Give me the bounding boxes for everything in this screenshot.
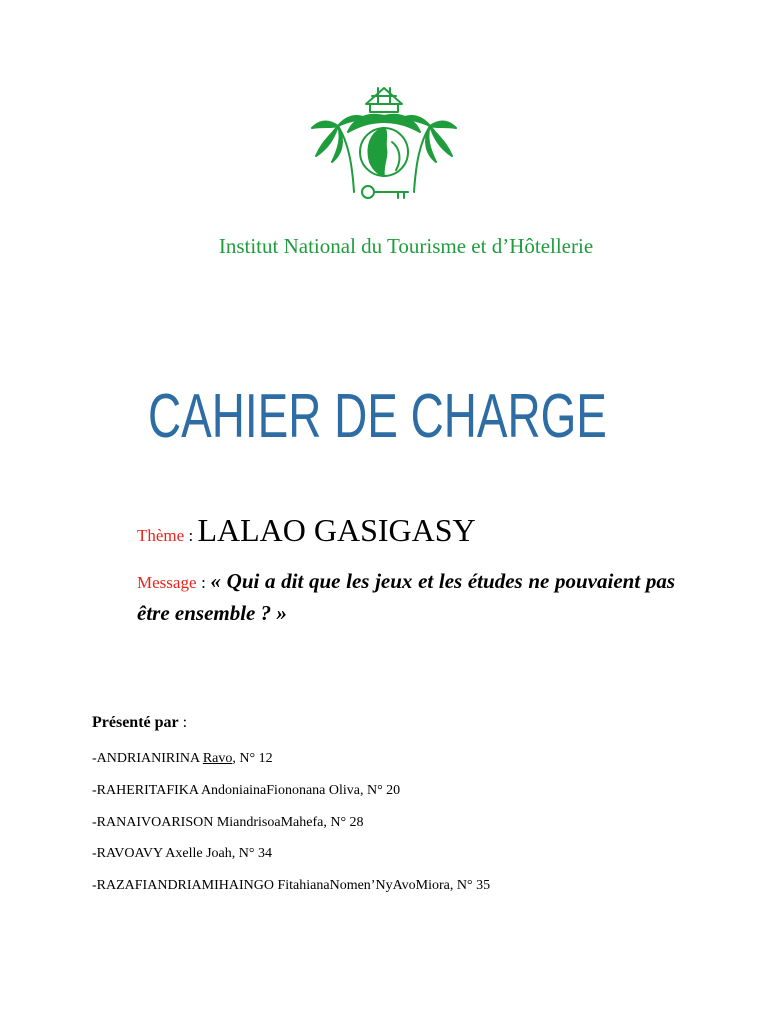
message-label: Message bbox=[137, 573, 197, 592]
list-item bbox=[92, 746, 490, 778]
list-item bbox=[92, 873, 490, 905]
theme-line bbox=[137, 512, 476, 549]
member-number: , N° 12 bbox=[232, 751, 273, 766]
member-name: -ANDRIANIRINA bbox=[92, 751, 203, 766]
theme-label: Thème bbox=[137, 526, 185, 545]
member-name: -RAVOAVY Axelle Joah, N° 34 bbox=[92, 846, 272, 862]
member-name-underlined: Ravo bbox=[202, 751, 233, 766]
theme-value: LALAO GASIGASY bbox=[197, 512, 476, 548]
institute-name: Institut National du Tourisme et d’Hôtellerie bbox=[218, 234, 594, 258]
message-separator: : bbox=[196, 573, 211, 592]
list-item bbox=[92, 841, 490, 873]
list-item bbox=[92, 810, 490, 842]
document-title: CAHIER DE CHARGE bbox=[148, 382, 607, 451]
presented-by-label: Présenté par bbox=[92, 714, 179, 731]
member-name: -RAZAFIANDRIAMIHAINGO FitahianaNomen’NyAvoMiora, N° 35 bbox=[92, 878, 491, 894]
presented-by-heading bbox=[92, 714, 187, 732]
member-list bbox=[92, 746, 490, 905]
message-block bbox=[137, 566, 675, 628]
member-number: ononana Oliva, N° 20 bbox=[277, 782, 401, 798]
presented-by-separator: : bbox=[178, 714, 188, 731]
message-text: « Qui a dit que les jeux et les études ne pouvaient pas être ensemble ? » bbox=[137, 569, 675, 625]
member-name: -RAHERITAFIKA AndoniainaFi bbox=[92, 782, 278, 798]
institute-logo-icon bbox=[308, 82, 460, 204]
theme-separator: : bbox=[184, 526, 198, 545]
member-name: -RANAIVOARISON MiandrisoaMahefa, N° 28 bbox=[92, 814, 364, 830]
list-item bbox=[92, 778, 490, 810]
